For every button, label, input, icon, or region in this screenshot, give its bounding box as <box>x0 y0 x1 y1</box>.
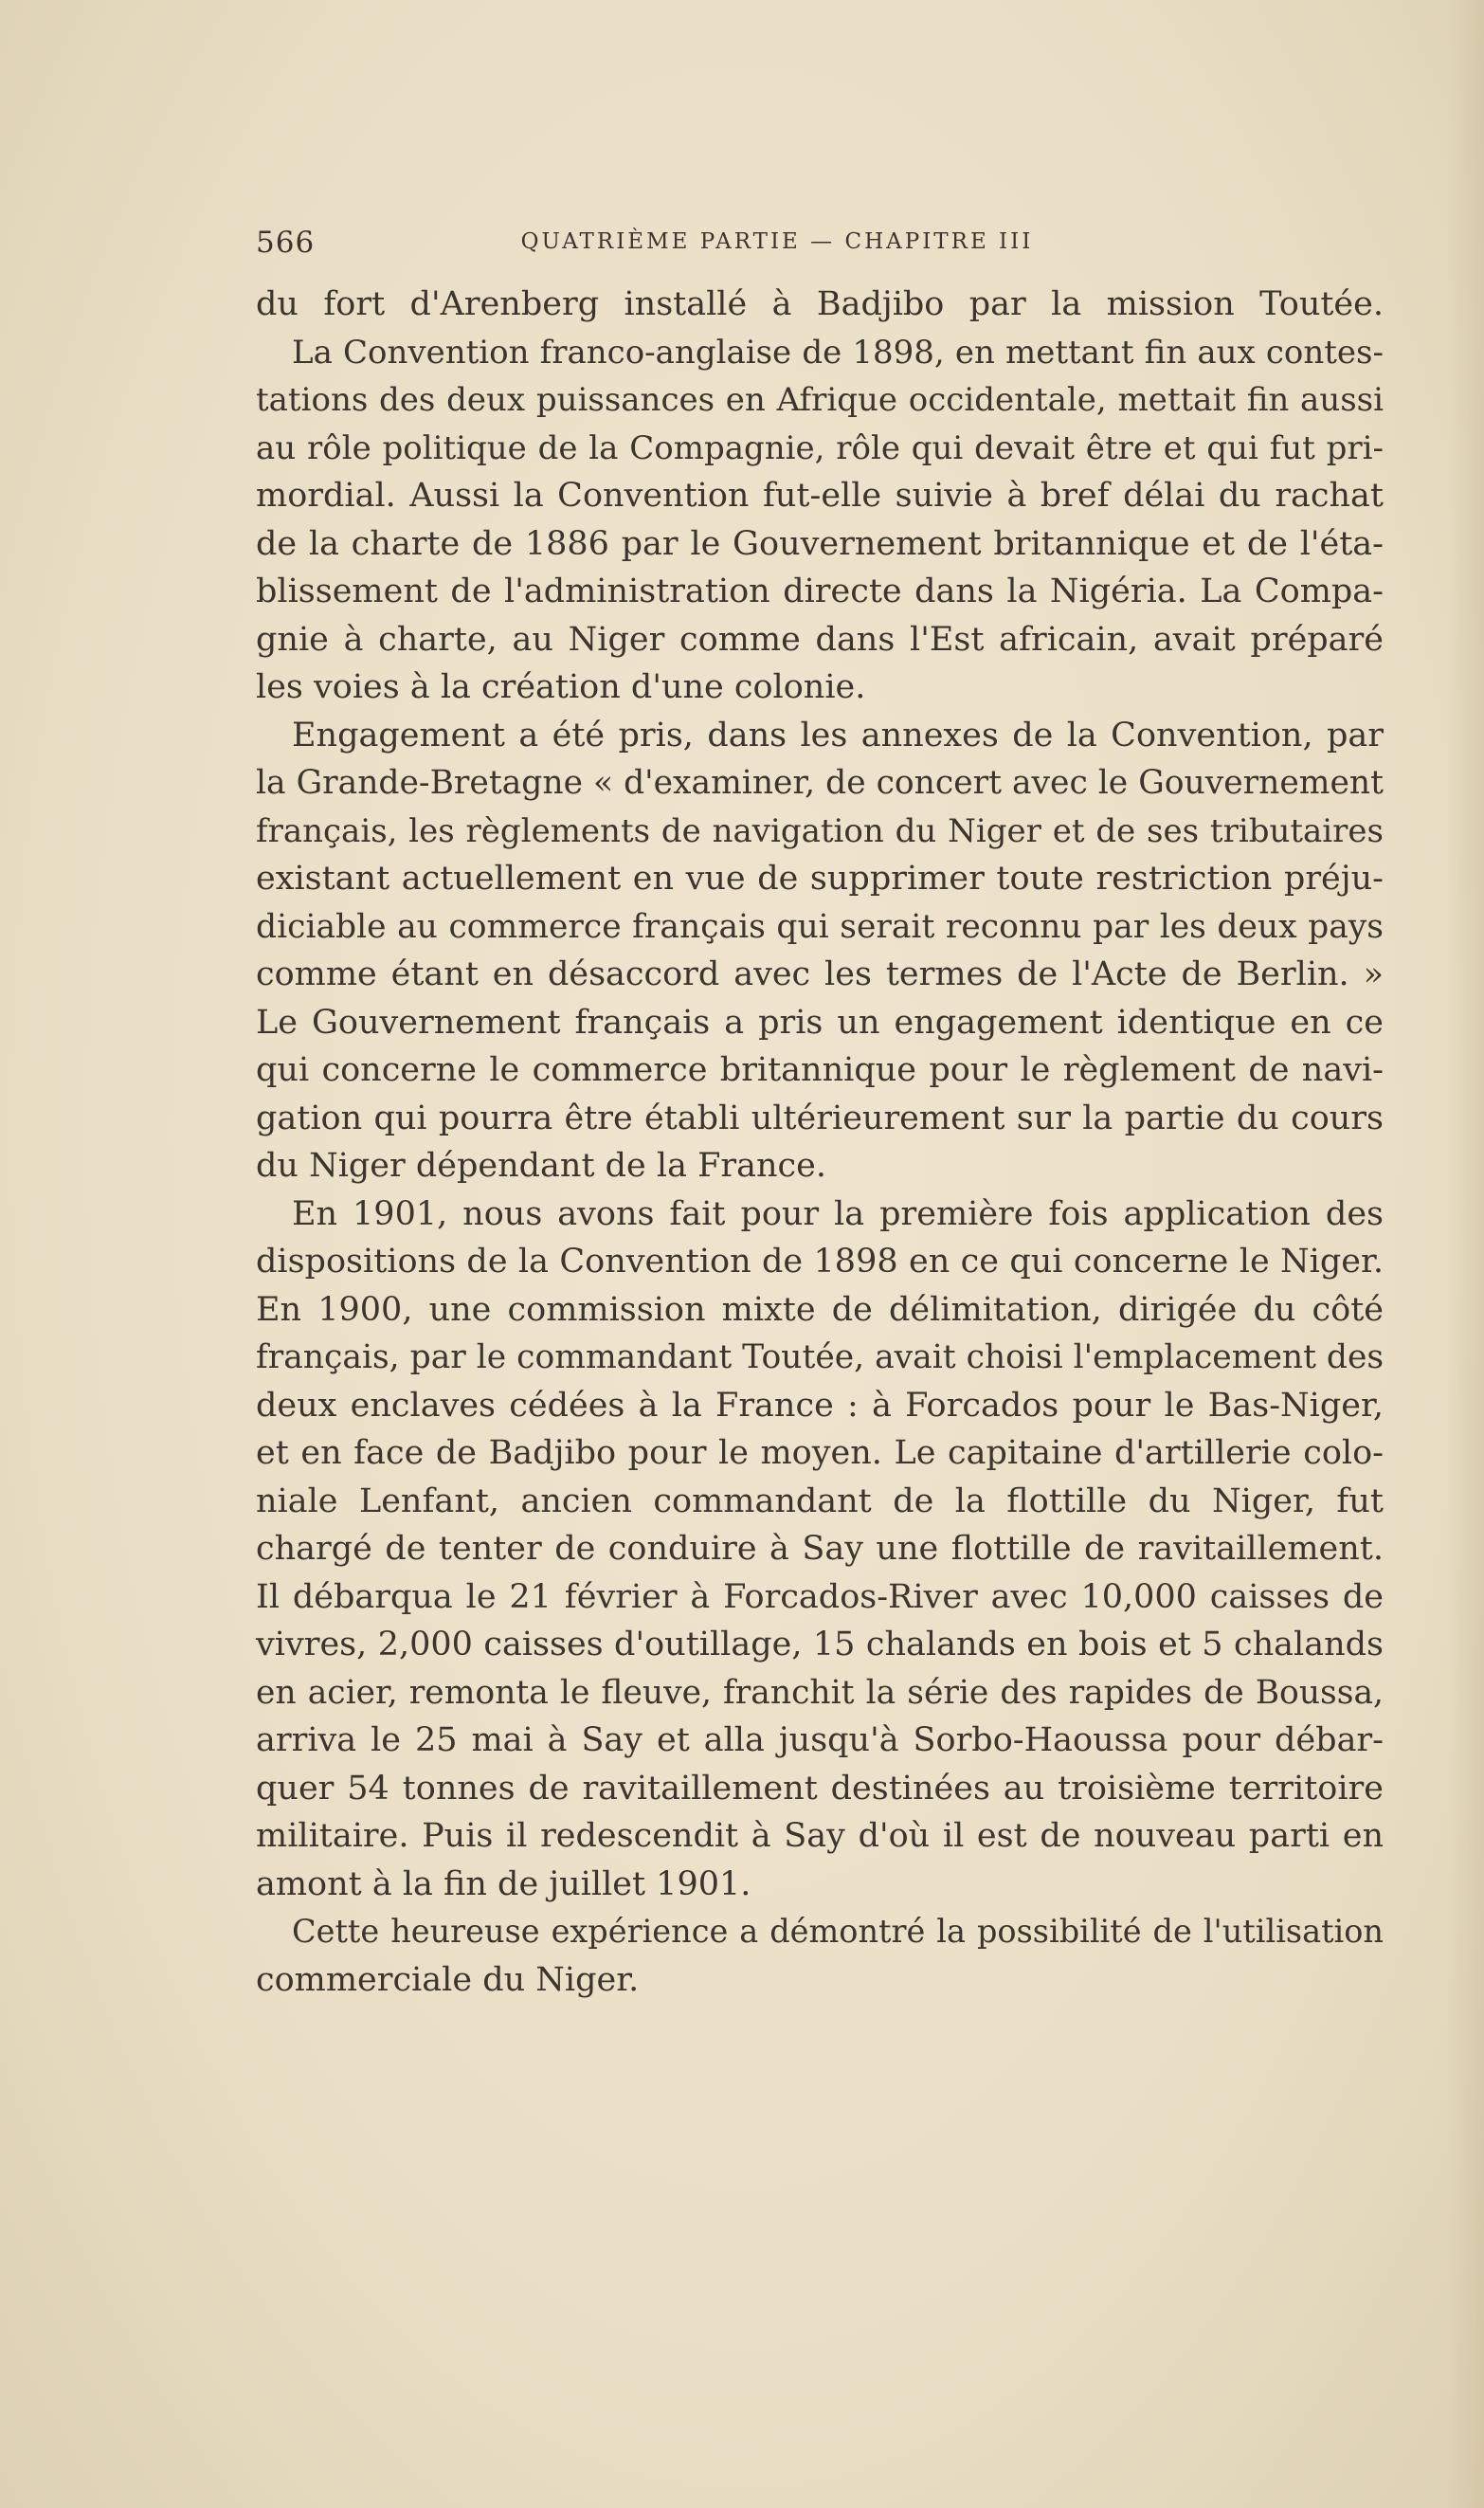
text-line: mordial. Aussi la Convention fut-elle suivie à bref délai du rachat <box>256 477 1384 515</box>
text-line: du Niger dépendant de la France. <box>256 1147 826 1185</box>
page-header <box>256 226 1241 264</box>
body-text <box>256 281 1384 2004</box>
text-line: français, par le commandant Toutée, avait choisi l'emplacement des <box>256 1338 1384 1376</box>
text-line: quer 54 tonnes de ravitaillement destinées au troisième territoire <box>256 1769 1384 1808</box>
text-line: au rôle politique de la Compagnie, rôle qui devait être et qui fut pri- <box>256 428 1384 467</box>
text-line: qui concerne le commerce britannique pour le règlement de navi- <box>256 1051 1384 1089</box>
text-line: militaire. Puis il redescendit à Say d'où il est de nouveau parti en <box>256 1817 1384 1855</box>
text-line: diciable au commerce français qui serait reconnu par les deux pays <box>256 907 1384 946</box>
text-line: chargé de tenter de conduire à Say une flottille de ravitaillement. <box>256 1530 1384 1568</box>
text-line: vivres, 2,000 caisses d'outillage, 15 chalands en bois et 5 chalands <box>256 1626 1384 1663</box>
text-line: arriva le 25 mai à Say et alla jusqu'à Sorbo-Haoussa pour débar- <box>256 1721 1384 1759</box>
text-line: tations des deux puissances en Afrique occidentale, mettait fin aussi <box>256 381 1384 419</box>
page-number: 566 <box>256 226 316 260</box>
text-line: gation qui pourra être établi ultérieurement sur la partie du cours <box>256 1099 1384 1137</box>
text-line: Le Gouvernement français a pris un engagement identique en ce <box>256 1003 1384 1042</box>
text-line: français, les règlements de navigation du Niger et de ses tributaires <box>256 811 1384 850</box>
text-line: deux enclaves cédées à la France : à Forcados pour le Bas-Niger, <box>256 1386 1384 1425</box>
text-line: amont à la fin de juillet 1901. <box>256 1864 751 1903</box>
text-line: et en face de Badjibo pour le moyen. Le capitaine d'artillerie colo- <box>256 1434 1384 1472</box>
text-line: la Grande-Bretagne « d'examiner, de concert avec le Gouvernement <box>256 764 1384 802</box>
text-line: dispositions de la Convention de 1898 en ce qui concerne le Niger. <box>256 1243 1384 1281</box>
text-line: de la charte de 1886 par le Gouvernement britannique et de l'éta- <box>256 524 1384 563</box>
text-line: gnie à charte, au Niger comme dans l'Est africain, avait préparé <box>256 620 1384 659</box>
text-line: existant actuellement en vue de supprimer toute restriction préju- <box>256 860 1384 898</box>
text-line: commerciale du Niger. <box>256 1960 640 1999</box>
text-line: blissement de l'administration directe dans la Nigéria. La Compa- <box>256 572 1384 610</box>
text-line: Engagement a été pris, dans les annexes de la Convention, par <box>292 716 1384 754</box>
text-line: La Convention franco-anglaise de 1898, en mettant fin aux contes- <box>292 333 1384 372</box>
text-line: En 1900, une commission mixte de délimitation, dirigée du côté <box>256 1290 1384 1329</box>
running-title: QUATRIÈME PARTIE — CHAPITRE III <box>520 229 1034 254</box>
text-line: en acier, remonta le fleuve, franchit la série des rapides de Boussa, <box>256 1673 1384 1712</box>
text-line: En 1901, nous avons fait pour la première fois application des <box>292 1194 1384 1233</box>
text-line: du fort d'Arenberg installé à Badjibo par la mission Toutée. <box>256 285 1384 323</box>
page-edge-shadow <box>1446 0 1484 2508</box>
text-line: niale Lenfant, ancien commandant de la flottille du Niger, fut <box>256 1481 1384 1520</box>
text-line: Il débarqua le 21 février à Forcados-River avec 10,000 caisses de <box>256 1577 1384 1616</box>
text-line: comme étant en désaccord avec les termes de l'Acte de Berlin. » <box>256 955 1384 993</box>
text-line: Cette heureuse expérience a démontré la possibilité de l'utilisation <box>292 1913 1384 1950</box>
text-line: les voies à la création d'une colonie. <box>256 668 866 706</box>
